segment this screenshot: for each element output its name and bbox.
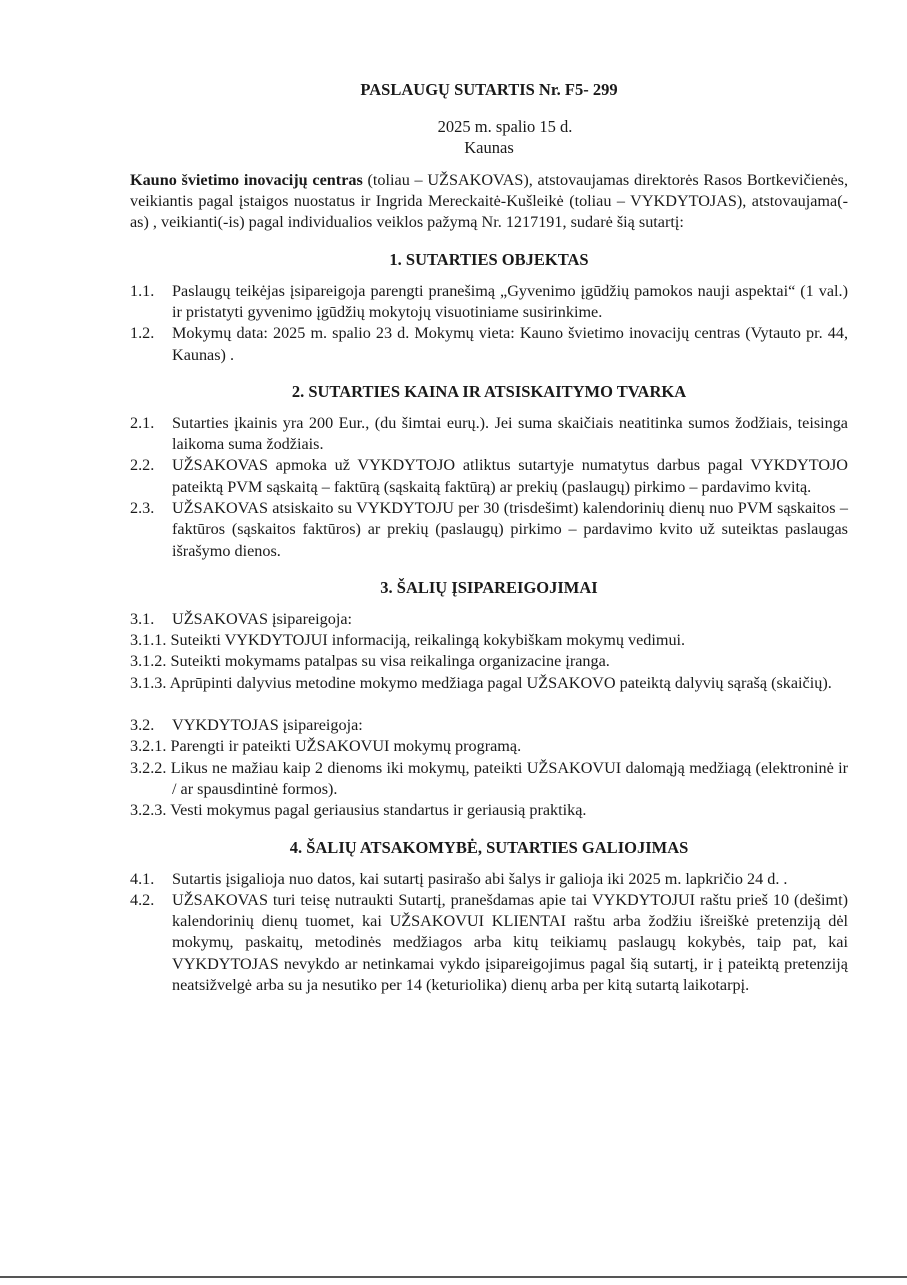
intro-text: (toliau – UŽSAKOVAS), atstovaujamas direktorės Rasos Bortkevičienės, veikiantis pagal įstaigos nuostatus ir Ingrida Mereckaitė-Kušleikė (toliau – VYKDYTOJAS), atstovaujama(-as) , veikianti(-is) pagal individualios veiklos pažymą Nr. 1217191, sudarė šią sutartį: [130,171,848,232]
contract-title: PASLAUGŲ SUTARTIS Nr. F5- 299 [360,80,618,99]
clause-number: 3.1.3. [130,673,167,692]
clause [130,758,848,801]
contract-date: 2025 m. spalio 15 d. [437,117,573,136]
clause-text: Parengti ir pateikti UŽSAKOVUI mokymų programą. [170,737,522,756]
contract-page [130,80,848,996]
clause [130,413,848,456]
scan-edge-line [0,1276,907,1278]
section [130,837,848,997]
clause [130,890,848,996]
clause-number: 3.2.2. [130,758,167,777]
clause [130,609,848,630]
clause [130,673,848,694]
section-heading: 1. SUTARTIES OBJEKTAS [389,249,589,269]
clause-number: 3.2. [130,716,155,735]
clause [130,651,848,672]
contract-city: Kaunas [464,138,514,157]
clause [130,323,848,366]
clause-number: 2.3. [130,498,155,517]
clause-text: VYKDYTOJAS įsipareigoja: [172,716,363,735]
clause-number: 4.1. [130,869,155,888]
clause-number: 2.2. [130,456,155,475]
clause [130,800,848,821]
clause-text: Suteikti VYKDYTOJUI informaciją, reikalingą kokybiškam mokymų vedimui. [170,631,686,650]
clause [130,498,848,562]
clause [130,630,848,651]
clause-text: UŽSAKOVAS apmoka už VYKDYTOJO atliktus sutartyje numatytus darbus pagal VYKDYTOJO pateiktą PVM sąskaitą – faktūrą (sąskaitą faktūrą) ar prekių (paslaugų) pirkimo – pardavimo kvitą. [172,456,848,496]
clause-number: 3.1.1. [130,631,167,650]
clause-number: 3.1. [130,609,155,628]
section [130,381,848,562]
section-heading: 3. ŠALIŲ ĮSIPAREIGOJIMAI [380,577,598,597]
section [130,249,848,366]
clause-number: 3.2.3. [130,801,167,820]
clause-text: UŽSAKOVAS atsiskaito su VYKDYTOJU per 30 (trisdešimt) kalendorinių dienų nuo PVM sąskaitos – faktūros (sąskaitos faktūros) ar prekių (paslaugų) pirkimo – pardavimo kvito už suteiktas paslaugas išrašymo dienos. [172,498,848,560]
clause [130,455,848,498]
section-heading: 4. ŠALIŲ ATSAKOMYBĖ, SUTARTIES GALIOJIMAS [289,837,689,857]
clause-text: Suteikti mokymams patalpas su visa reikalinga organizacine įranga. [170,652,610,671]
clause-number: 1.1. [130,281,155,300]
clause-number: 2.1. [130,413,155,432]
intro-party-name: Kauno švietimo inovacijų centras [130,171,363,189]
clause-text: Mokymų data: 2025 m. spalio 23 d. Mokymų vieta: Kauno švietimo inovacijų centras (Vytauto pr. 44, Kaunas) . [172,324,848,364]
clause-number: 3.1.2. [130,652,167,671]
clause [130,736,848,757]
section-heading: 2. SUTARTIES KAINA IR ATSISKAITYMO TVARKA [291,381,687,401]
section [130,577,848,822]
clause-text: Vesti mokymus pagal geriausius standartus ir geriausią praktiką. [170,801,587,820]
sections [130,249,848,997]
clause [130,715,848,736]
clause-number: 1.2. [130,324,155,343]
clause-text: Paslaugų teikėjas įsipareigoja parengti pranešimą „Gyvenimo įgūdžių pamokos nauji aspektai“ (1 val.) ir pristatyti gyvenimo įgūdžių mokytojų visuotiniame susirinkime. [172,281,848,321]
intro-paragraph [130,170,848,234]
clause-text: Sutarties įkainis yra 200 Eur., (du šimtai eurų.). Jei suma skaičiais neatitinka sumos žodžiais, teisinga laikoma suma žodžiais. [172,413,848,454]
clause-text: UŽSAKOVAS įsipareigoja: [172,609,353,628]
clause [130,281,848,324]
clause [130,869,848,890]
clause-text: Sutartis įsigalioja nuo datos, kai sutartį pasirašo abi šalys ir galioja iki 2025 m. lapkričio 24 d. . [172,869,788,888]
clause-number: 4.2. [130,890,155,909]
clause-text: UŽSAKOVAS turi teisę nutraukti Sutartį, pranešdamas apie tai VYKDYTOJUI raštu prieš 10 (dešimt) kalendorinių dienų tuomet, kai UŽSAKOVUI KLIENTAI raštu arba žodžiu išreiškė pretenziją dėl mokymų, paskaitų, metodinės medžiagos arba kitų teikiamų paslaugų kokybės, taip pat, kai VYKDYTOJAS nevykdo ar netinkamai vykdo įsipareigojimus pagal šią sutartį, ir į pateiktą pretenziją neatsižvelgė arba su ja nesutiko per 14 (keturiolika) dienų arba per kitą sutartą laikotarpį. [172,890,848,995]
clause-text: Likus ne mažiau kaip 2 dienoms iki mokymų, pateikti UŽSAKOVUI dalomąją medžiagą (elektroninė ir / ar spausdintinė formos). [170,758,848,798]
clause-text: Aprūpinti dalyvius metodine mokymo medžiaga pagal UŽSAKOVO pateiktą dalyvių sąrašą (skaičių). [169,673,832,692]
clause-number: 3.2.1. [130,737,167,756]
